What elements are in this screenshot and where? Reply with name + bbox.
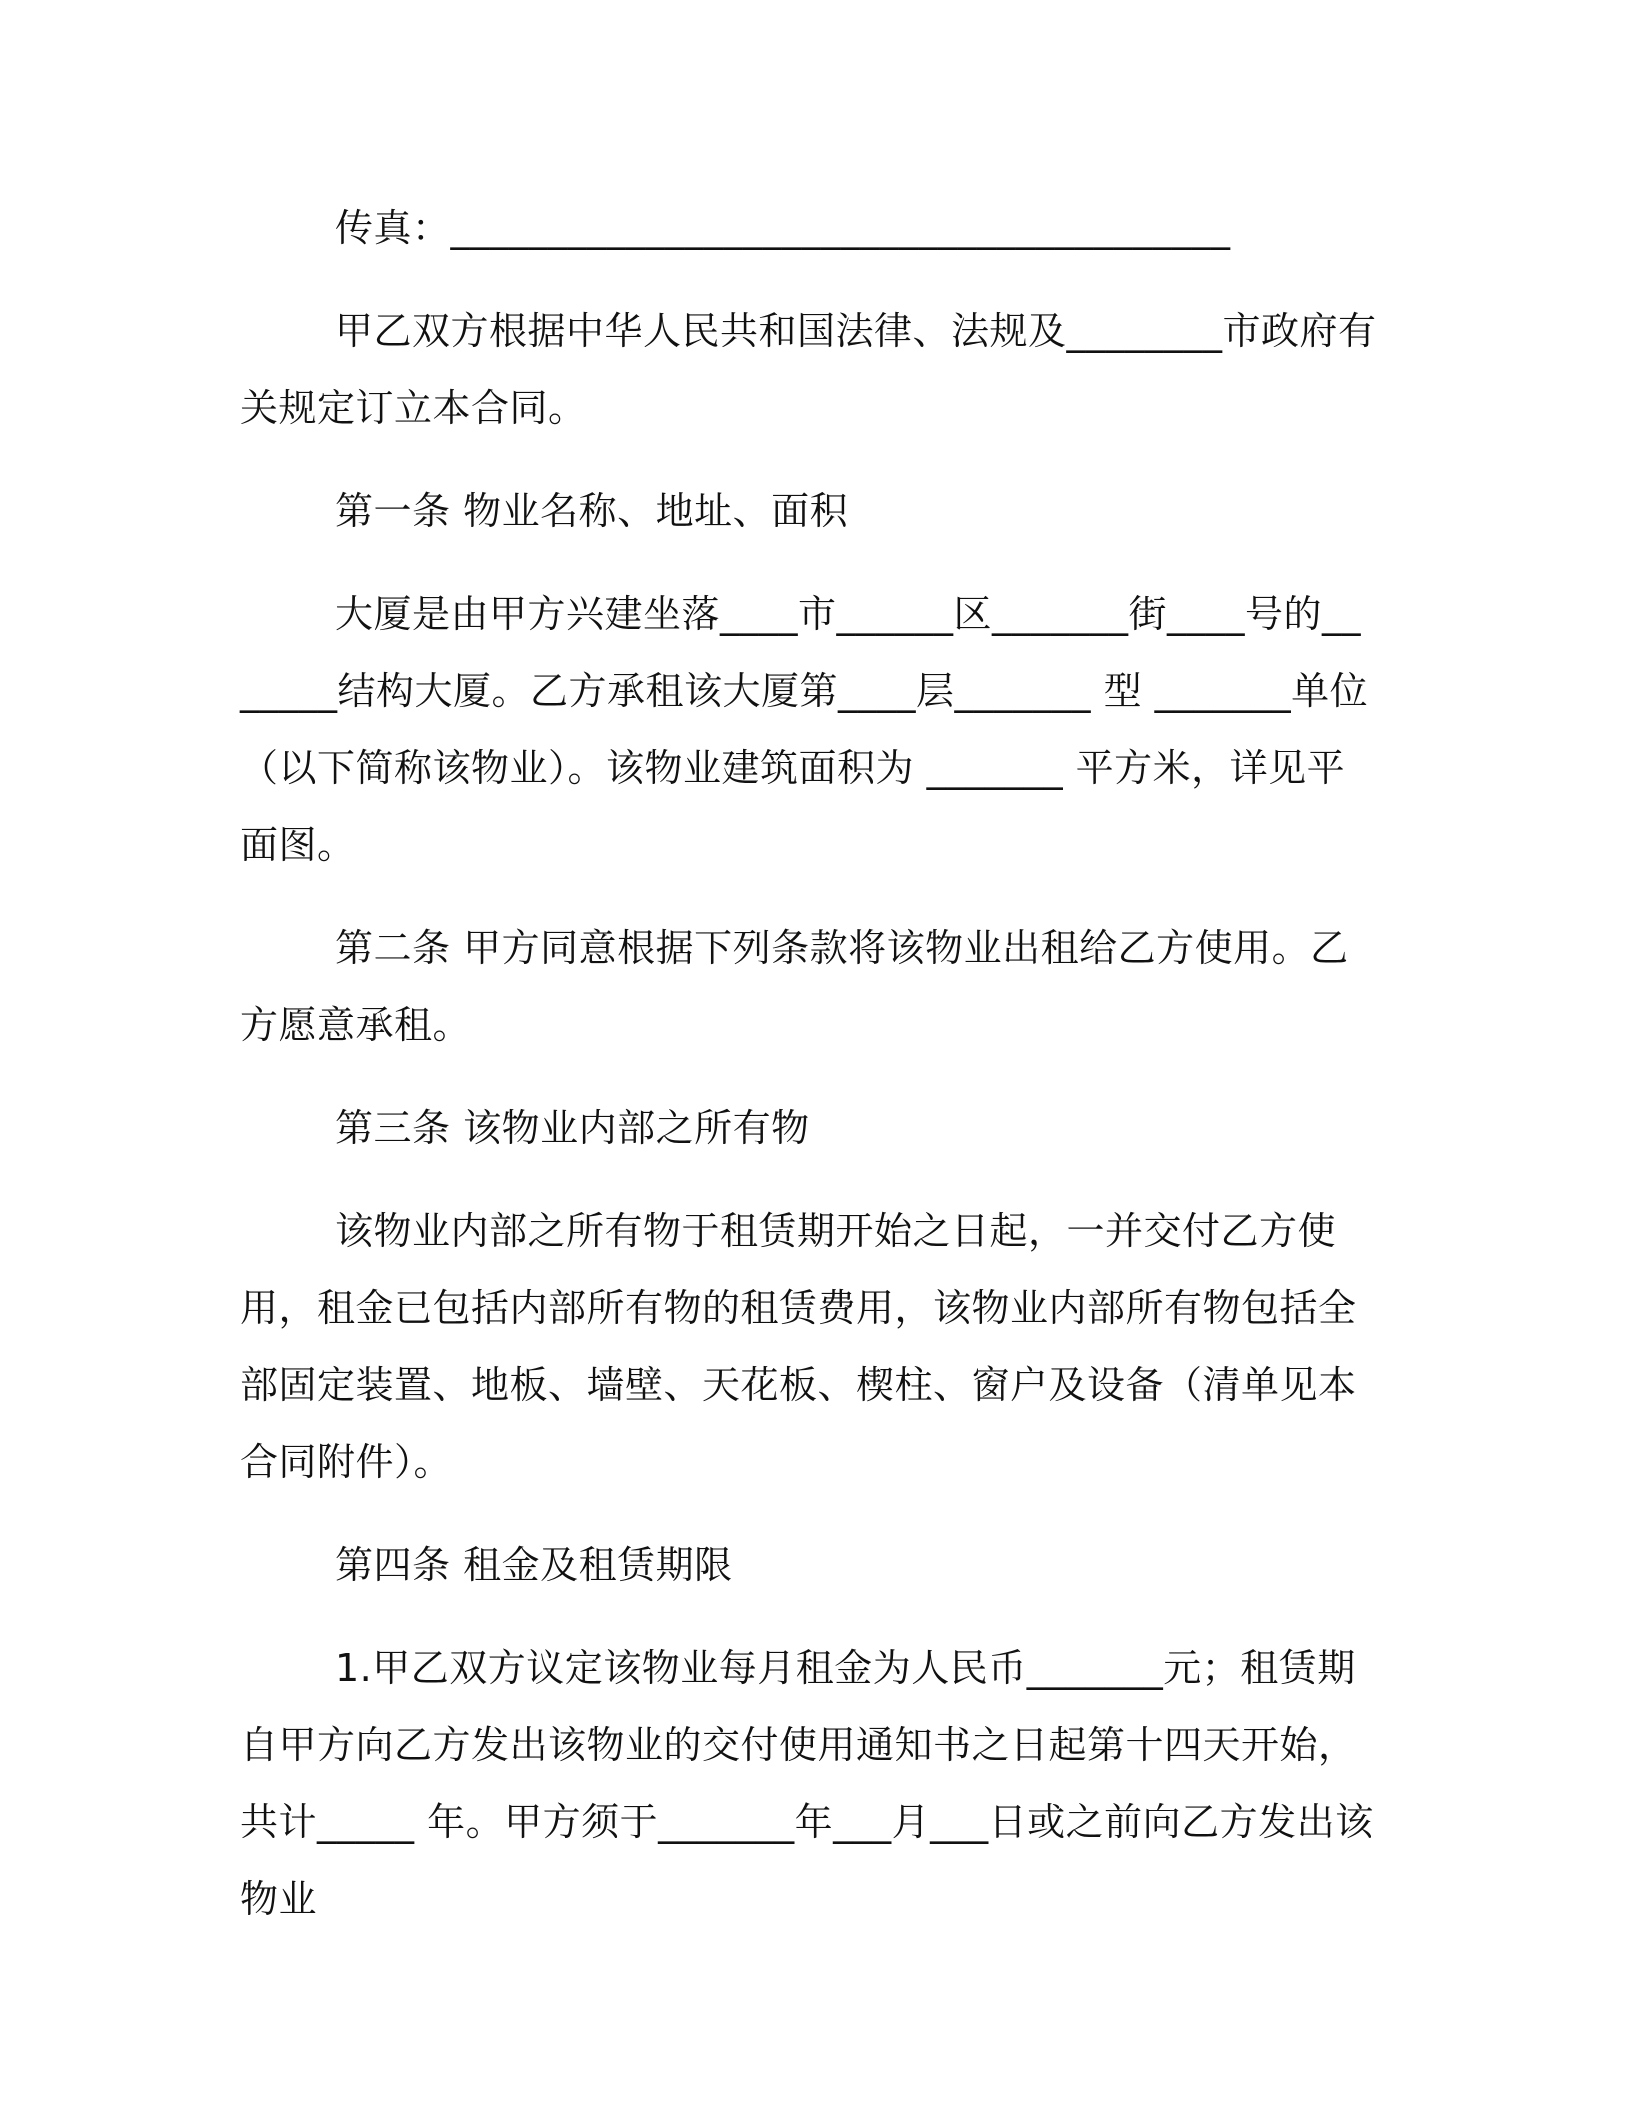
article-1-body: 大厦是由甲方兴建坐落____市______区_______街____号的_______结构大厦。乙方承租该大厦第____层_______ 型 _______单位（以下简称该物业）。该物业建筑面积为 _______ 平方米，详见平面图。 [240,592,1369,867]
fax-line: 传真：________________________________________ [335,206,1231,250]
article-1-heading: 第一条 物业名称、地址、面积 [335,489,849,533]
article-4-clause-1: 1.甲乙双方议定该物业每月租金为人民币_______元；租赁期自甲方向乙方发出该物业的交付使用通知书之日起第十四天开始，共计_____ 年。甲方须于_______年___月___日或之前向乙方发出该物业 [240,1646,1374,1921]
document-body [240,190,1380,1964]
article-2-paragraph: 第二条 甲方同意根据下列条款将该物业出租给乙方使用。乙方愿意承租。 [240,926,1349,1047]
article-3-body: 该物业内部之所有物于租赁期开始之日起，一并交付乙方使用，租金已包括内部所有物的租赁费用，该物业内部所有物包括全部固定装置、地板、墙壁、天花板、楔柱、窗户及设备（清单见本合同附件）。 [240,1209,1357,1484]
preamble-paragraph: 甲乙双方根据中华人民共和国法律、法规及________市政府有关规定订立本合同。 [240,309,1377,430]
article-4-heading: 第四条 租金及租赁期限 [335,1543,733,1587]
article-3-heading: 第三条 该物业内部之所有物 [335,1106,810,1150]
